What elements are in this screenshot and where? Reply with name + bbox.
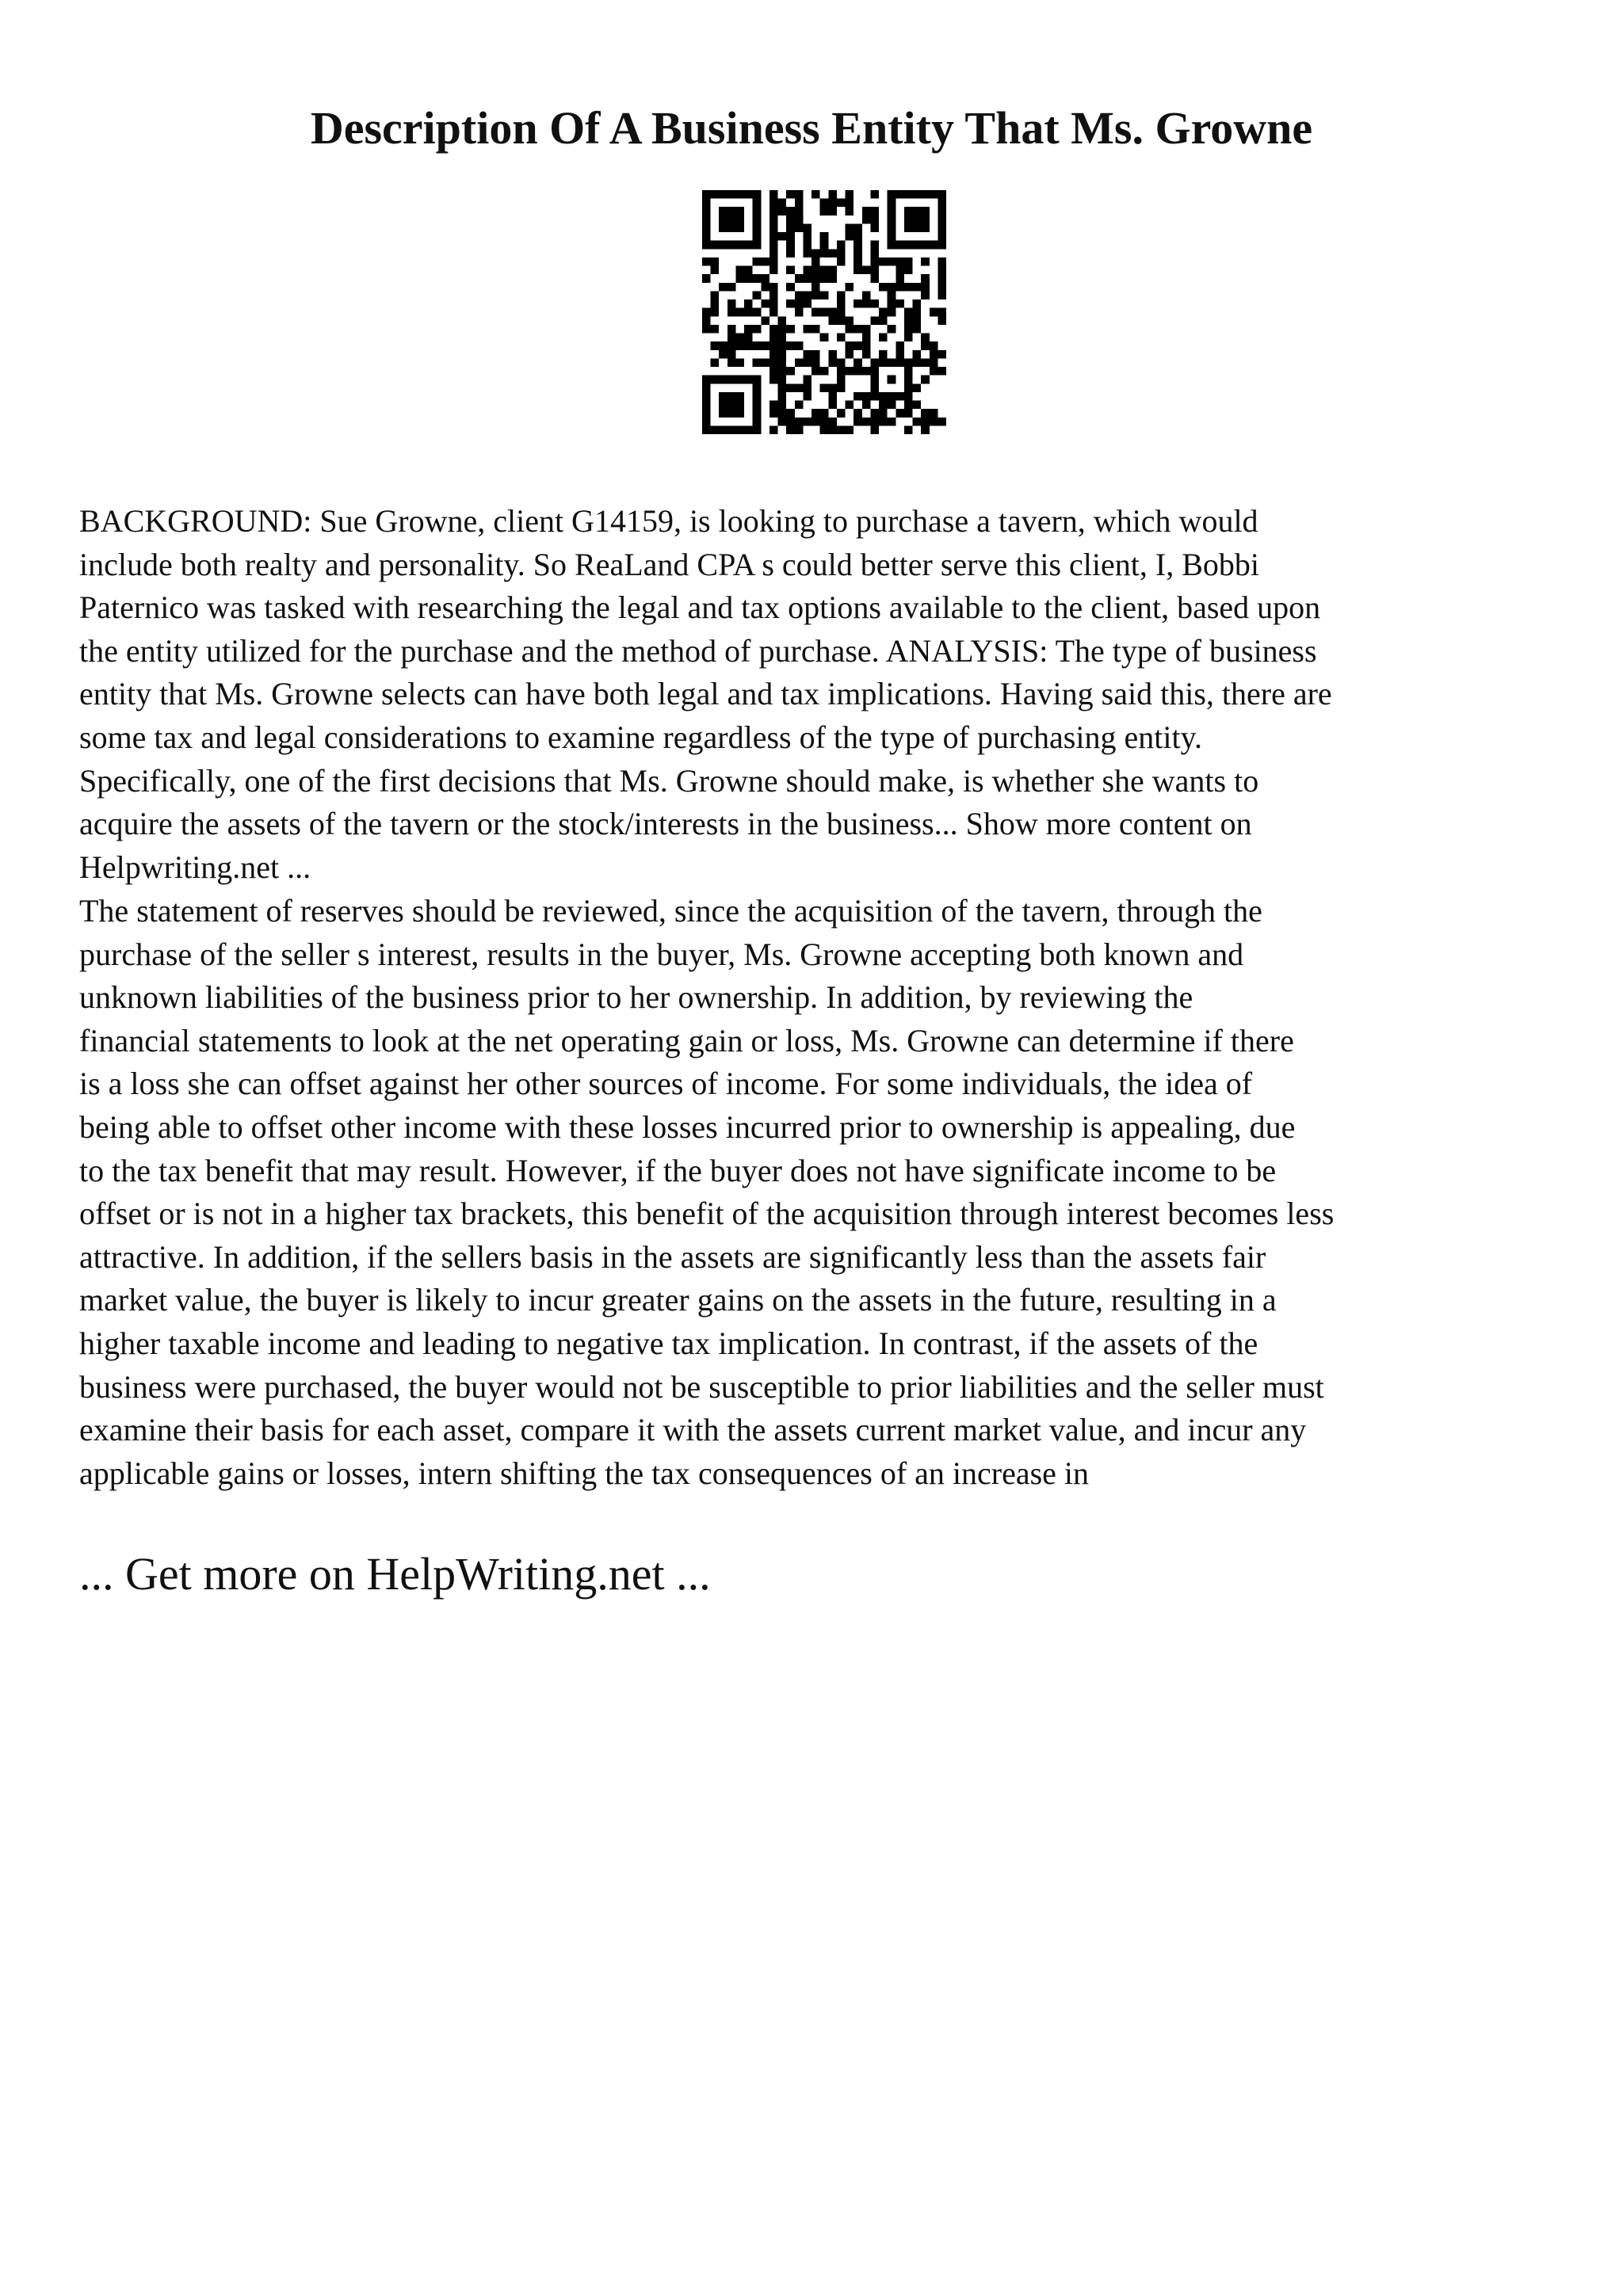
paragraph-line: examine their basis for each asset, compare it with the assets current market value, and incur any bbox=[79, 1412, 1307, 1448]
paragraph-line: purchase of the seller s interest, results in the buyer, Ms. Growne accepting both known and bbox=[79, 936, 1244, 972]
get-more-link[interactable]: ... Get more on HelpWriting.net ... bbox=[79, 1548, 711, 1600]
paragraph-line: is a loss she can offset against her other sources of income. For some individuals, the idea of bbox=[79, 1066, 1253, 1102]
paragraph-line: business were purchased, the buyer would not be susceptible to prior liabilities and the seller must bbox=[79, 1368, 1324, 1405]
paragraph-line: The statement of reserves should be reviewed, since the acquisition of the tavern, through the bbox=[79, 893, 1262, 929]
paragraph-line: Paternico was tasked with researching the legal and tax options available to the client, based upon bbox=[79, 589, 1321, 626]
paragraph-statement-of-reserves bbox=[79, 890, 1553, 1495]
paragraph-line: attractive. In addition, if the sellers basis in the assets are significantly less than the assets fair bbox=[79, 1238, 1266, 1275]
paragraph-line: BACKGROUND: Sue Growne, client G14159, is looking to purchase a tavern, which would bbox=[79, 503, 1258, 539]
paragraph-background bbox=[79, 500, 1553, 889]
paragraph-line: financial statements to look at the net operating gain or loss, Ms. Growne can determine if there bbox=[79, 1022, 1294, 1058]
paragraph-line: Helpwriting.net ... bbox=[79, 849, 311, 885]
paragraph-line: to the tax benefit that may result. However, if the buyer does not have significate income to be bbox=[79, 1152, 1277, 1188]
paragraph-line: applicable gains or losses, intern shifting the tax consequences of an increase in bbox=[79, 1455, 1090, 1491]
paragraph-line: the entity utilized for the purchase and the method of purchase. ANALYSIS: The type of business bbox=[79, 632, 1317, 669]
qr-code-icon bbox=[702, 190, 946, 434]
paragraph-line: unknown liabilities of the business prior to her ownership. In addition, by reviewing the bbox=[79, 979, 1193, 1016]
paragraph-line: entity that Ms. Growne selects can have both legal and tax implications. Having said this, there are bbox=[79, 676, 1332, 712]
paragraph-line: acquire the assets of the tavern or the stock/interests in the business... Show more content on bbox=[79, 806, 1252, 842]
paragraph-line: offset or is not in a higher tax brackets, this benefit of the acquisition through interest becomes less bbox=[79, 1196, 1335, 1232]
paragraph-line: include both realty and personality. So ReaLand CPA s could better serve this client, I, Bobbi bbox=[79, 546, 1259, 582]
paragraph-line: Specifically, one of the first decisions that Ms. Growne should make, is whether she wants to bbox=[79, 762, 1259, 799]
paragraph-line: higher taxable income and leading to negative tax implication. In contrast, if the assets of the bbox=[79, 1325, 1258, 1361]
page-title: Description Of A Business Entity That Ms. Growne bbox=[310, 102, 1313, 154]
paragraph-line: some tax and legal considerations to examine regardless of the type of purchasing entity. bbox=[79, 719, 1202, 755]
paragraph-line: market value, the buyer is likely to incur greater gains on the assets in the future, resulting in a bbox=[79, 1282, 1277, 1318]
paragraph-line: being able to offset other income with these losses incurred prior to ownership is appealing, due bbox=[79, 1108, 1296, 1145]
